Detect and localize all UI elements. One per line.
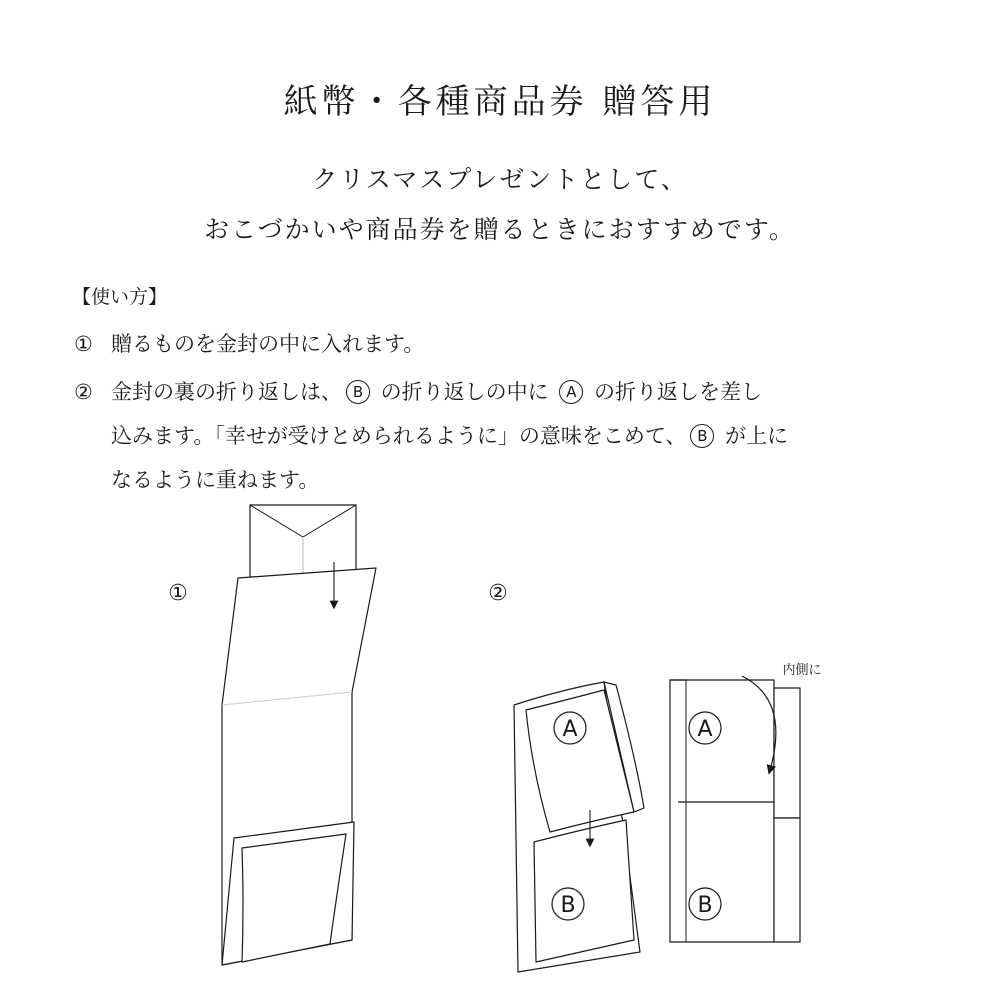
step-2-text-segment: の折り返しの中に	[374, 380, 556, 404]
howto-heading: 【使い方】	[72, 286, 168, 308]
fold-step-right	[670, 676, 800, 942]
step-2-number: ②	[74, 380, 93, 404]
circled-label-b: B	[690, 424, 714, 448]
circled-label-a: A	[562, 717, 578, 742]
circled-label-b: B	[697, 893, 713, 918]
page-title: 紙幣・各種商品券 贈答用	[283, 82, 717, 122]
figure-2-label: ②	[488, 581, 508, 606]
step-2-text-segment: 金封の裏の折り返しは、	[111, 380, 342, 404]
step-2-text-segment: なるように重ねます。	[111, 468, 320, 492]
fold-step-left	[514, 682, 644, 972]
subtitle-line-1: クリスマスプレゼントとして、	[312, 165, 688, 194]
inner-envelope	[250, 505, 356, 577]
subtitle-line-2: おこづかいや商品券を贈るときにおすすめです。	[204, 215, 796, 244]
figure-1-label: ①	[168, 581, 188, 606]
step-2-text-segment: の折り返しを差し	[587, 380, 763, 404]
step-1-text-segment: 贈るものを金封の中に入れます。	[111, 332, 425, 356]
step-1-number: ①	[74, 332, 93, 356]
circled-label-b: B	[560, 893, 576, 918]
step-2-text-segment: 込みます。「幸せが受けとめられるように」の意味をこめて、	[111, 424, 687, 448]
circled-label-a: A	[559, 380, 583, 404]
outer-wrapper-open	[222, 562, 376, 965]
step-2-text-segment: が上に	[718, 424, 789, 448]
circled-label-b: B	[346, 380, 370, 404]
inside-label: 内側に	[782, 663, 822, 678]
circled-label-a: A	[697, 717, 713, 742]
